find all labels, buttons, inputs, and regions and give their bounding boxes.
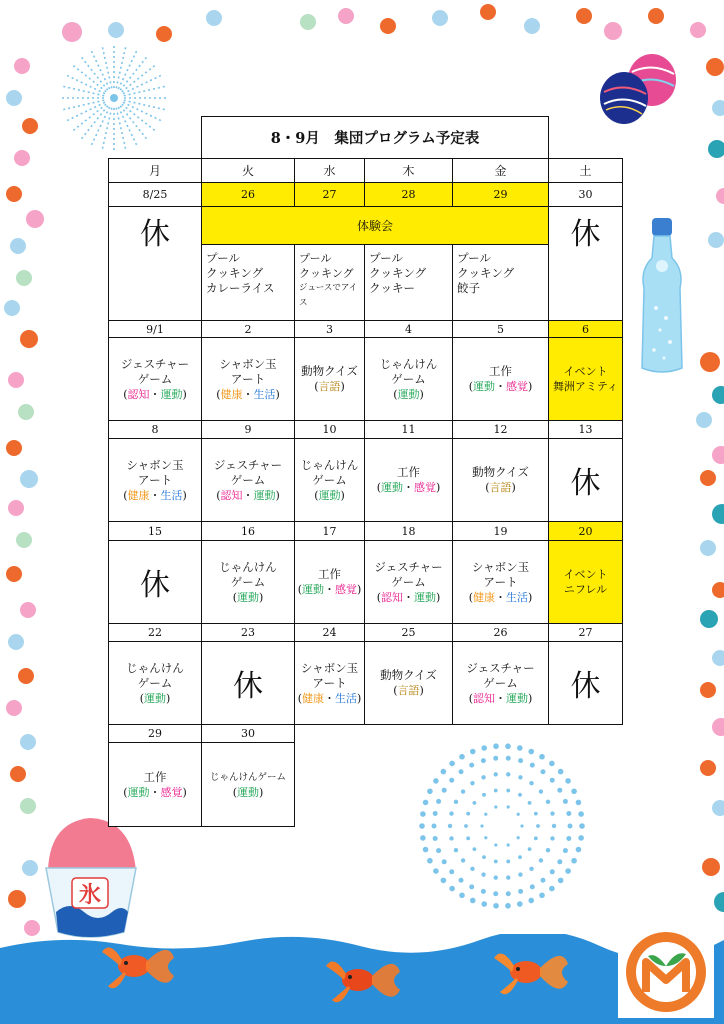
- confetti-dot: [712, 650, 724, 666]
- day-cell: [548, 337, 623, 421]
- confetti-dot: [20, 734, 36, 750]
- activity-title: 工作: [489, 364, 512, 378]
- date-cell: 28: [364, 182, 453, 207]
- skill-tag: 運動: [127, 785, 150, 799]
- date-cell: 26: [201, 182, 295, 207]
- confetti-dot: [8, 372, 24, 388]
- day-cell: [452, 337, 549, 421]
- skill-tag: 健康: [473, 590, 495, 604]
- date-cell: 15: [108, 521, 202, 541]
- skill-tag: 感覚: [335, 583, 357, 596]
- activity-title: イベント ニフレル: [563, 568, 608, 596]
- day-cell: [201, 641, 295, 725]
- day-cell: [294, 540, 365, 624]
- activity-title: シャボン玉 アート: [219, 356, 277, 386]
- day-cell: [364, 540, 453, 624]
- confetti-dot: [706, 58, 724, 76]
- date-cell: 22: [108, 623, 202, 642]
- confetti-dot: [14, 150, 30, 166]
- activity-title: じゃんけんゲーム: [209, 771, 286, 783]
- date-cell: 30: [201, 724, 295, 743]
- skill-tag: 運動: [414, 590, 436, 604]
- activity-tags: (健康・生活): [468, 590, 533, 604]
- confetti-dot: [8, 890, 26, 908]
- activity-tags: (言語): [314, 380, 345, 393]
- calendar-title: 8・9月 集団プログラム予定表: [201, 116, 549, 159]
- date-cell: 2: [201, 320, 295, 338]
- day-cell: [201, 438, 295, 522]
- weekday-header: 火: [201, 158, 295, 183]
- activity-tags: (運動・感覚): [468, 380, 533, 393]
- confetti-dot: [6, 440, 22, 456]
- skill-tag: 言語: [397, 684, 420, 697]
- confetti-dot: [22, 860, 38, 876]
- activity-tags: (認知・運動): [468, 691, 533, 705]
- skill-tag: 健康: [127, 488, 150, 502]
- confetti-dot: [690, 22, 706, 38]
- confetti-dot: [700, 760, 716, 776]
- activity-tags: (認知・運動): [216, 488, 280, 502]
- confetti-dot: [8, 634, 24, 650]
- activity-tags: (言語): [485, 481, 516, 494]
- confetti-dot: [22, 118, 38, 134]
- goldfish-icon: [318, 946, 404, 1016]
- activity-title: ジェスチャー ゲーム: [374, 559, 443, 589]
- day-cell: [548, 438, 623, 522]
- activity-tags: (認知・運動): [376, 590, 441, 604]
- skill-tag: 運動: [473, 380, 495, 393]
- skill-tag: 運動: [318, 488, 341, 502]
- day-cell: [452, 540, 549, 624]
- date-cell: 10: [294, 420, 365, 439]
- confetti-dot: [14, 58, 30, 74]
- activity-tags: (運動・感覚): [123, 785, 187, 799]
- date-cell: 3: [294, 320, 365, 338]
- day-cell: [548, 206, 623, 321]
- day-cell: [108, 742, 202, 827]
- confetti-dot: [714, 892, 724, 912]
- detail-text: プール クッキング: [299, 252, 354, 280]
- confetti-dot: [712, 100, 724, 116]
- confetti-dot: [712, 800, 724, 816]
- day-cell: [294, 244, 365, 321]
- day-cell: [294, 641, 365, 725]
- day-cell: [108, 641, 202, 725]
- skill-tag: 言語: [318, 380, 341, 393]
- day-cell: [452, 438, 549, 522]
- kakigori-icon: [40, 812, 140, 944]
- closed-mark: 休: [233, 669, 263, 704]
- confetti-dot: [712, 386, 724, 404]
- activity-tags: (運動): [139, 691, 171, 705]
- date-cell: 18: [364, 521, 453, 541]
- confetti-dot: [6, 566, 22, 582]
- confetti-dot: [702, 858, 720, 876]
- confetti-dot: [604, 22, 622, 40]
- activity-tags: (運動): [393, 387, 424, 401]
- date-cell: 16: [201, 521, 295, 541]
- skill-tag: 感覚: [414, 481, 436, 494]
- water-balloon-icon: [596, 48, 682, 130]
- activity-tags: (言語): [393, 684, 424, 697]
- firework-icon: [58, 42, 170, 154]
- confetti-dot: [156, 26, 172, 42]
- skill-tag: 運動: [144, 691, 166, 705]
- confetti-dot: [300, 14, 316, 30]
- activity-title: シャボン玉 アート: [126, 457, 184, 487]
- skill-tag: 運動: [381, 481, 403, 494]
- activity-tags: (健康・生活): [216, 387, 280, 401]
- weekday-header: 水: [294, 158, 365, 183]
- activity-tags: (認知・運動): [123, 387, 187, 401]
- firework-icon: [418, 742, 586, 910]
- date-cell: 19: [452, 521, 549, 541]
- activity-title: じゃんけん ゲーム: [219, 559, 277, 589]
- day-cell: プール クッキング 餃子: [452, 244, 549, 321]
- day-cell: [452, 641, 549, 725]
- confetti-dot: [708, 232, 724, 248]
- weekday-header: 月: [108, 158, 202, 183]
- date-cell: 20: [548, 521, 623, 541]
- skill-tag: 健康: [302, 691, 324, 705]
- confetti-dot: [6, 700, 22, 716]
- confetti-dot: [700, 352, 720, 372]
- confetti-dot: [16, 532, 32, 548]
- day-cell: プール クッキング クッキー: [364, 244, 453, 321]
- activity-title: シャボン玉 アート: [300, 660, 359, 690]
- skill-tag: 運動: [397, 387, 420, 401]
- skill-tag: 認知: [127, 387, 150, 401]
- activity-title: ジェスチャー ゲーム: [120, 356, 190, 386]
- day-cell: [364, 641, 453, 725]
- confetti-dot: [712, 504, 724, 524]
- date-cell: 13: [548, 420, 623, 439]
- confetti-dot: [712, 446, 724, 464]
- confetti-dot: [206, 10, 222, 26]
- activity-tags: (健康・生活): [123, 488, 187, 502]
- skill-tag: 感覚: [160, 785, 183, 799]
- weekday-header: 土: [548, 158, 623, 183]
- logo-icon: [618, 926, 714, 1018]
- confetti-dot: [696, 412, 712, 428]
- activity-tags: (運動・感覚): [297, 583, 362, 596]
- confetti-dot: [20, 798, 36, 814]
- date-cell: 24: [294, 623, 365, 642]
- day-cell: [364, 438, 453, 522]
- day-cell: [364, 337, 453, 421]
- day-cell: [108, 337, 202, 421]
- activity-title: 工作: [318, 567, 341, 581]
- date-cell: 8: [108, 420, 202, 439]
- confetti-dot: [712, 582, 724, 598]
- skill-tag: 運動: [237, 590, 259, 604]
- closed-mark: 休: [570, 466, 601, 501]
- confetti-dot: [26, 210, 44, 228]
- skill-tag: 生活: [335, 691, 357, 705]
- confetti-dot: [648, 8, 664, 24]
- confetti-dot: [700, 610, 718, 628]
- activity-tags: (運動): [232, 590, 264, 604]
- activity-title: 動物クイズ: [380, 668, 437, 682]
- activity-tags: (運動・感覚): [376, 481, 441, 494]
- confetti-dot: [108, 22, 124, 38]
- date-cell: 4: [364, 320, 453, 338]
- date-cell: 29: [108, 724, 202, 743]
- skill-tag: 言語: [489, 481, 512, 494]
- confetti-dot: [432, 10, 448, 26]
- skill-tag: 運動: [237, 785, 259, 799]
- confetti-dot: [18, 668, 34, 684]
- day-cell: [108, 438, 202, 522]
- skill-tag: 運動: [302, 583, 324, 596]
- confetti-dot: [6, 186, 22, 202]
- activity-title: ジェスチャー ゲーム: [466, 660, 535, 690]
- confetti-dot: [62, 22, 82, 42]
- closed-mark: 休: [570, 669, 601, 704]
- skill-tag: 感覚: [506, 380, 528, 393]
- activity-title: 工作: [397, 465, 420, 479]
- activity-tags: (運動): [314, 488, 345, 502]
- date-cell: 27: [294, 182, 365, 207]
- date-cell: 8/25: [108, 182, 202, 207]
- date-cell: 27: [548, 623, 623, 642]
- date-cell: 5: [452, 320, 549, 338]
- skill-tag: 生活: [506, 590, 528, 604]
- day-cell: [548, 641, 623, 725]
- skill-tag: 認知: [473, 691, 495, 705]
- skill-tag: 運動: [160, 387, 183, 401]
- confetti-dot: [20, 330, 38, 348]
- day-cell: プール クッキング カレーライス: [201, 244, 295, 321]
- activity-tags: (健康・生活): [297, 691, 362, 705]
- date-cell: 6: [548, 320, 623, 338]
- skill-tag: 健康: [220, 387, 243, 401]
- activity-title: 動物クイズ: [301, 364, 358, 378]
- activity-title: イベント 舞洲アミティ: [552, 365, 619, 393]
- confetti-dot: [338, 8, 354, 24]
- closed-mark: 休: [570, 217, 601, 252]
- weekday-header: 金: [452, 158, 549, 183]
- skill-tag: 運動: [506, 691, 528, 705]
- confetti-dot: [700, 540, 716, 556]
- activity-title: じゃんけん ゲーム: [300, 457, 359, 487]
- detail-text: [299, 251, 360, 311]
- date-cell: 9: [201, 420, 295, 439]
- skill-tag: 運動: [253, 488, 276, 502]
- skill-tag: 認知: [381, 590, 403, 604]
- date-cell: 12: [452, 420, 549, 439]
- day-cell: [201, 337, 295, 421]
- kakigori-label: 氷: [78, 883, 102, 908]
- day-cell: [201, 742, 295, 827]
- confetti-dot: [8, 500, 24, 516]
- confetti-dot: [712, 718, 724, 736]
- confetti-dot: [10, 766, 26, 782]
- ramune-bottle-icon: [634, 218, 690, 374]
- skill-tag: 認知: [220, 488, 243, 502]
- skill-tag: 生活: [253, 387, 276, 401]
- confetti-dot: [708, 140, 724, 158]
- confetti-dot: [10, 238, 26, 254]
- confetti-dot: [716, 188, 724, 204]
- activity-title: シャボン玉 アート: [471, 559, 530, 589]
- confetti-dot: [18, 404, 34, 420]
- confetti-dot: [16, 270, 32, 286]
- day-cell: [201, 540, 295, 624]
- date-cell: 30: [548, 182, 623, 207]
- confetti-dot: [4, 300, 20, 316]
- event-banner: 体験会: [201, 206, 549, 245]
- date-cell: 11: [364, 420, 453, 439]
- day-cell: [548, 540, 623, 624]
- confetti-dot: [700, 682, 716, 698]
- confetti-dot: [20, 602, 36, 618]
- skill-tag: 生活: [160, 488, 183, 502]
- activity-title: じゃんけん ゲーム: [126, 660, 184, 690]
- confetti-dot: [700, 470, 716, 486]
- detail-text: ジュースでアイス: [299, 283, 358, 308]
- confetti-dot: [380, 18, 396, 34]
- day-cell: [108, 206, 202, 321]
- activity-title: 工作: [143, 769, 167, 784]
- date-cell: 23: [201, 623, 295, 642]
- activity-tags: (運動): [232, 785, 264, 799]
- date-cell: 29: [452, 182, 549, 207]
- date-cell: 17: [294, 521, 365, 541]
- confetti-dot: [480, 4, 496, 20]
- confetti-dot: [6, 90, 22, 106]
- closed-mark: 休: [140, 568, 170, 603]
- date-cell: 25: [364, 623, 453, 642]
- activity-title: 動物クイズ: [472, 465, 529, 479]
- weekday-header: 木: [364, 158, 453, 183]
- activity-title: ジェスチャー ゲーム: [213, 457, 283, 487]
- confetti-dot: [576, 8, 592, 24]
- day-cell: [108, 540, 202, 624]
- day-cell: [294, 337, 365, 421]
- confetti-dot: [20, 470, 38, 488]
- confetti-dot: [524, 18, 540, 34]
- date-cell: 9/1: [108, 320, 202, 338]
- goldfish-icon: [486, 938, 572, 1008]
- activity-title: じゃんけん ゲーム: [379, 356, 438, 386]
- closed-mark: 休: [140, 217, 170, 252]
- date-cell: 26: [452, 623, 549, 642]
- goldfish-icon: [96, 930, 178, 1002]
- day-cell: [294, 438, 365, 522]
